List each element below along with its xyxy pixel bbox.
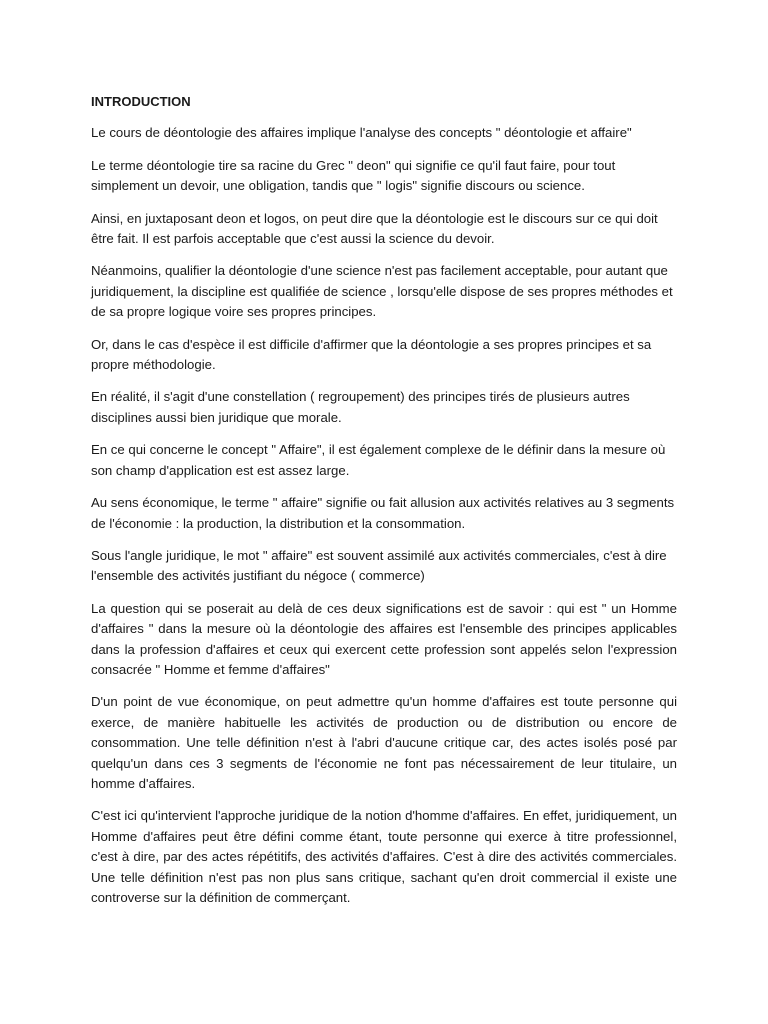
- paragraph-7: En ce qui concerne le concept " Affaire", il est également complexe de le définir dans la mesure où son champ d'application est est assez large.: [91, 442, 666, 478]
- section-heading: INTRODUCTION: [91, 94, 191, 109]
- paragraph-10: La question qui se poserait au delà de ces deux significations est de savoir : qui est " un Homme d'affaires " dans la mesure où la déontologie des affaires est l'ensemble des principes applicables dans la profession d'affaires et ceux qui exercent cette profession sont appelés selon l'expression consacrée " Homme et femme d'affaires": [91, 600, 677, 677]
- paragraph-6: En réalité, il s'agit d'une constellation ( regroupement) des principes tirés de plusieurs autres disciplines aussi bien juridique que morale.: [91, 389, 630, 425]
- paragraph-2: Le terme déontologie tire sa racine du Grec " deon" qui signifie ce qu'il faut faire, pour tout simplement un devoir, une obligation, tandis que " logis" signifie discours ou science.: [91, 157, 616, 194]
- paragraph-1: Le cours de déontologie des affaires implique l'analyse des concepts " déontologie et affaire": [91, 125, 632, 141]
- paragraph-3: Ainsi, en juxtaposant deon et logos, on peut dire que la déontologie est le discours sur ce qui doit être fait. Il est parfois acceptable que c'est aussi la science du devoir.: [91, 210, 658, 247]
- paragraph-9: Sous l'angle juridique, le mot " affaire" est souvent assimilé aux activités commerciales, c'est à dire l'ensemble des activités justifiant du négoce ( commerce): [91, 547, 667, 584]
- paragraph-8: Au sens économique, le terme " affaire" signifie ou fait allusion aux activités relatives au 3 segments de l'économie : la production, la distribution et la consommation.: [91, 495, 675, 531]
- paragraph-11: D'un point de vue économique, on peut admettre qu'un homme d'affaires est toute personne qui exerce, de manière habituelle les activités de production ou de distribution ou encore de consommation. Une telle définition n'est à l'abri d'aucune critique car, des actes isolés posé par quelqu'un dans ces 3 segments de l'économie ne font pas nécessairement de leur titulaire, un homme d'affaires.: [91, 694, 677, 791]
- paragraph-5: Or, dans le cas d'espèce il est difficile d'affirmer que la déontologie a ses propres principes et sa propre méthodologie.: [91, 336, 652, 373]
- document-body: [91, 92, 677, 920]
- paragraph-4: Néanmoins, qualifier la déontologie d'une science n'est pas facilement acceptable, pour autant que juridiquement, la discipline est qualifiée de science , lorsqu'elle dispose de ses propres méthodes et de sa propre logique voire ses propres principes.: [91, 263, 673, 320]
- paragraph-12: C'est ici qu'intervient l'approche juridique de la notion d'homme d'affaires. En effet, juridiquement, un Homme d'affaires peut être défini comme étant, toute personne qui exerce à titre professionnel, c'est à dire, par des actes répétitifs, des activités d'affaires. C'est à dire des activités commerciales. Une telle définition n'est pas non plus sans critique, sachant qu'en droit commercial il existe une controverse sur la définition de commerçant.: [91, 808, 677, 905]
